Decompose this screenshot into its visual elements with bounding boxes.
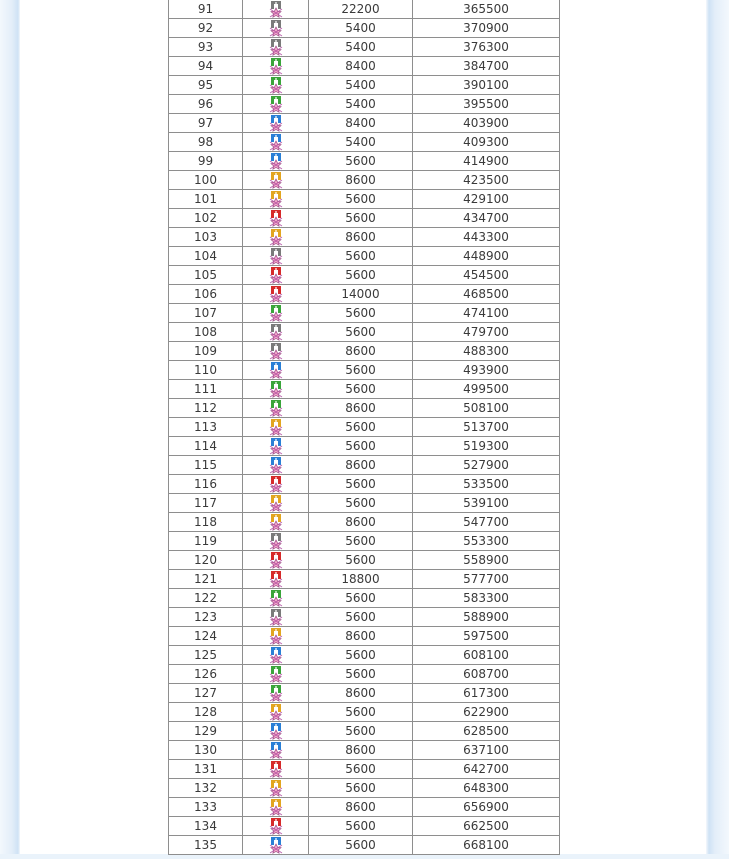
table-row	[169, 551, 560, 570]
total-exp-cell: 479700	[413, 323, 560, 342]
rank-medal-cell	[243, 418, 309, 437]
level-cell: 118	[169, 513, 243, 532]
total-exp-cell: 488300	[413, 342, 560, 361]
level-exp-table	[168, 0, 560, 855]
table-row	[169, 456, 560, 475]
rank-medal-cell	[243, 570, 309, 589]
total-exp-cell: 583300	[413, 589, 560, 608]
total-exp-cell: 384700	[413, 57, 560, 76]
total-exp-cell: 656900	[413, 798, 560, 817]
table-row	[169, 741, 560, 760]
level-cell: 96	[169, 95, 243, 114]
rank-medal-icon	[268, 704, 284, 721]
level-cell: 131	[169, 760, 243, 779]
total-exp-cell: 622900	[413, 703, 560, 722]
table-row	[169, 437, 560, 456]
total-exp-cell: 533500	[413, 475, 560, 494]
rank-medal-icon	[268, 514, 284, 531]
table-row	[169, 380, 560, 399]
rank-medal-icon	[268, 628, 284, 645]
rank-medal-icon	[268, 666, 284, 683]
level-cell: 123	[169, 608, 243, 627]
rank-medal-icon	[268, 115, 284, 132]
exp-cell: 8600	[309, 228, 413, 247]
total-exp-cell: 409300	[413, 133, 560, 152]
table-row	[169, 570, 560, 589]
exp-cell: 5600	[309, 589, 413, 608]
total-exp-cell: 414900	[413, 152, 560, 171]
table-row	[169, 399, 560, 418]
level-cell: 104	[169, 247, 243, 266]
total-exp-cell: 443300	[413, 228, 560, 247]
rank-medal-icon	[268, 267, 284, 284]
level-cell: 112	[169, 399, 243, 418]
total-exp-cell: 508100	[413, 399, 560, 418]
total-exp-cell: 376300	[413, 38, 560, 57]
level-cell: 119	[169, 532, 243, 551]
level-cell: 94	[169, 57, 243, 76]
exp-cell: 5600	[309, 760, 413, 779]
total-exp-cell: 597500	[413, 627, 560, 646]
table-row	[169, 266, 560, 285]
rank-medal-cell	[243, 475, 309, 494]
exp-cell: 5600	[309, 646, 413, 665]
rank-medal-icon	[268, 153, 284, 170]
total-exp-cell: 474100	[413, 304, 560, 323]
exp-cell: 8600	[309, 399, 413, 418]
exp-cell: 5600	[309, 665, 413, 684]
rank-medal-cell	[243, 152, 309, 171]
rank-medal-cell	[243, 380, 309, 399]
rank-medal-cell	[243, 456, 309, 475]
total-exp-cell: 527900	[413, 456, 560, 475]
table-row	[169, 323, 560, 342]
rank-medal-icon	[268, 191, 284, 208]
table-row	[169, 114, 560, 133]
rank-medal-cell	[243, 646, 309, 665]
total-exp-cell: 370900	[413, 19, 560, 38]
rank-medal-icon	[268, 818, 284, 835]
rank-medal-icon	[268, 400, 284, 417]
rank-medal-icon	[268, 457, 284, 474]
exp-cell: 8600	[309, 684, 413, 703]
rank-medal-cell	[243, 779, 309, 798]
table-row	[169, 76, 560, 95]
table-row	[169, 608, 560, 627]
rank-medal-icon	[268, 286, 284, 303]
table-row	[169, 190, 560, 209]
table-row	[169, 817, 560, 836]
table-body	[169, 0, 560, 855]
rank-medal-cell	[243, 285, 309, 304]
table-row	[169, 171, 560, 190]
rank-medal-icon	[268, 609, 284, 626]
exp-cell: 5600	[309, 703, 413, 722]
exp-cell: 5600	[309, 190, 413, 209]
rank-medal-icon	[268, 590, 284, 607]
table-row	[169, 209, 560, 228]
rank-medal-cell	[243, 133, 309, 152]
total-exp-cell: 395500	[413, 95, 560, 114]
table-row	[169, 532, 560, 551]
table-row	[169, 95, 560, 114]
rank-medal-cell	[243, 589, 309, 608]
total-exp-cell: 429100	[413, 190, 560, 209]
rank-medal-icon	[268, 77, 284, 94]
rank-medal-cell	[243, 342, 309, 361]
exp-cell: 5600	[309, 247, 413, 266]
rank-medal-icon	[268, 39, 284, 56]
total-exp-cell: 493900	[413, 361, 560, 380]
level-cell: 105	[169, 266, 243, 285]
level-cell: 91	[169, 0, 243, 19]
exp-cell: 5600	[309, 209, 413, 228]
exp-cell: 5600	[309, 304, 413, 323]
rank-medal-icon	[268, 20, 284, 37]
rank-medal-cell	[243, 95, 309, 114]
total-exp-cell: 668100	[413, 836, 560, 855]
rank-medal-cell	[243, 494, 309, 513]
exp-cell: 5600	[309, 608, 413, 627]
table-row	[169, 0, 560, 19]
level-cell: 111	[169, 380, 243, 399]
total-exp-cell: 403900	[413, 114, 560, 133]
exp-cell: 8600	[309, 513, 413, 532]
rank-medal-cell	[243, 114, 309, 133]
table-row	[169, 722, 560, 741]
rank-medal-icon	[268, 495, 284, 512]
rank-medal-icon	[268, 1, 284, 18]
total-exp-cell: 648300	[413, 779, 560, 798]
level-cell: 100	[169, 171, 243, 190]
rank-medal-cell	[243, 209, 309, 228]
rank-medal-icon	[268, 552, 284, 569]
rank-medal-icon	[268, 419, 284, 436]
exp-cell: 5600	[309, 361, 413, 380]
table-row	[169, 247, 560, 266]
exp-cell: 5600	[309, 779, 413, 798]
table-row	[169, 475, 560, 494]
table-row	[169, 494, 560, 513]
level-cell: 125	[169, 646, 243, 665]
level-cell: 132	[169, 779, 243, 798]
rank-medal-cell	[243, 703, 309, 722]
exp-cell: 5600	[309, 836, 413, 855]
exp-cell: 22200	[309, 0, 413, 19]
total-exp-cell: 519300	[413, 437, 560, 456]
total-exp-cell: 499500	[413, 380, 560, 399]
rank-medal-cell	[243, 817, 309, 836]
total-exp-cell: 553300	[413, 532, 560, 551]
exp-cell: 5600	[309, 380, 413, 399]
level-cell: 107	[169, 304, 243, 323]
table-row	[169, 418, 560, 437]
exp-cell: 8600	[309, 342, 413, 361]
rank-medal-cell	[243, 798, 309, 817]
level-cell: 126	[169, 665, 243, 684]
exp-cell: 5600	[309, 494, 413, 513]
exp-cell: 5600	[309, 437, 413, 456]
table-row	[169, 703, 560, 722]
table-row	[169, 285, 560, 304]
total-exp-cell: 608700	[413, 665, 560, 684]
rank-medal-cell	[243, 228, 309, 247]
exp-cell: 5600	[309, 551, 413, 570]
level-cell: 127	[169, 684, 243, 703]
level-cell: 135	[169, 836, 243, 855]
exp-cell: 5600	[309, 323, 413, 342]
table-row	[169, 513, 560, 532]
level-cell: 133	[169, 798, 243, 817]
level-cell: 114	[169, 437, 243, 456]
rank-medal-cell	[243, 684, 309, 703]
rank-medal-icon	[268, 210, 284, 227]
rank-medal-cell	[243, 665, 309, 684]
total-exp-cell: 617300	[413, 684, 560, 703]
total-exp-cell: 513700	[413, 418, 560, 437]
exp-cell: 5600	[309, 266, 413, 285]
level-cell: 121	[169, 570, 243, 589]
level-cell: 93	[169, 38, 243, 57]
rank-medal-icon	[268, 533, 284, 550]
rank-medal-cell	[243, 399, 309, 418]
table-row	[169, 589, 560, 608]
rank-medal-icon	[268, 248, 284, 265]
rank-medal-icon	[268, 229, 284, 246]
content-panel	[20, 0, 706, 854]
table-row	[169, 836, 560, 855]
rank-medal-icon	[268, 685, 284, 702]
total-exp-cell: 390100	[413, 76, 560, 95]
total-exp-cell: 558900	[413, 551, 560, 570]
rank-medal-cell	[243, 551, 309, 570]
level-cell: 108	[169, 323, 243, 342]
rank-medal-icon	[268, 343, 284, 360]
level-cell: 106	[169, 285, 243, 304]
level-cell: 92	[169, 19, 243, 38]
exp-cell: 5600	[309, 532, 413, 551]
exp-cell: 5600	[309, 817, 413, 836]
rank-medal-icon	[268, 476, 284, 493]
exp-cell: 8600	[309, 798, 413, 817]
exp-cell: 5400	[309, 133, 413, 152]
exp-cell: 8600	[309, 627, 413, 646]
rank-medal-icon	[268, 723, 284, 740]
exp-cell: 18800	[309, 570, 413, 589]
rank-medal-icon	[268, 58, 284, 75]
level-cell: 120	[169, 551, 243, 570]
rank-medal-cell	[243, 513, 309, 532]
rank-medal-cell	[243, 741, 309, 760]
level-cell: 103	[169, 228, 243, 247]
total-exp-cell: 662500	[413, 817, 560, 836]
rank-medal-icon	[268, 837, 284, 854]
exp-cell: 8600	[309, 741, 413, 760]
rank-medal-cell	[243, 247, 309, 266]
rank-medal-icon	[268, 571, 284, 588]
exp-cell: 8600	[309, 456, 413, 475]
rank-medal-icon	[268, 761, 284, 778]
table-row	[169, 152, 560, 171]
level-cell: 117	[169, 494, 243, 513]
level-cell: 130	[169, 741, 243, 760]
total-exp-cell: 577700	[413, 570, 560, 589]
exp-cell: 5400	[309, 76, 413, 95]
level-cell: 113	[169, 418, 243, 437]
level-cell: 115	[169, 456, 243, 475]
rank-medal-cell	[243, 323, 309, 342]
rank-medal-icon	[268, 799, 284, 816]
total-exp-cell: 608100	[413, 646, 560, 665]
level-cell: 124	[169, 627, 243, 646]
table-row	[169, 627, 560, 646]
rank-medal-cell	[243, 361, 309, 380]
total-exp-cell: 448900	[413, 247, 560, 266]
table-row	[169, 133, 560, 152]
rank-medal-cell	[243, 722, 309, 741]
level-cell: 95	[169, 76, 243, 95]
rank-medal-icon	[268, 362, 284, 379]
exp-cell: 5600	[309, 475, 413, 494]
table-row	[169, 342, 560, 361]
rank-medal-icon	[268, 438, 284, 455]
rank-medal-cell	[243, 608, 309, 627]
total-exp-cell: 468500	[413, 285, 560, 304]
exp-cell: 5400	[309, 19, 413, 38]
table-row	[169, 798, 560, 817]
rank-medal-cell	[243, 836, 309, 855]
level-cell: 97	[169, 114, 243, 133]
table-row	[169, 57, 560, 76]
level-cell: 122	[169, 589, 243, 608]
exp-cell: 8400	[309, 114, 413, 133]
rank-medal-cell	[243, 0, 309, 19]
total-exp-cell: 423500	[413, 171, 560, 190]
table-row	[169, 760, 560, 779]
table-row	[169, 779, 560, 798]
level-cell: 101	[169, 190, 243, 209]
table-row	[169, 361, 560, 380]
rank-medal-icon	[268, 647, 284, 664]
rank-medal-icon	[268, 742, 284, 759]
table-row	[169, 665, 560, 684]
rank-medal-icon	[268, 780, 284, 797]
level-cell: 110	[169, 361, 243, 380]
level-cell: 129	[169, 722, 243, 741]
total-exp-cell: 547700	[413, 513, 560, 532]
rank-medal-cell	[243, 38, 309, 57]
total-exp-cell: 642700	[413, 760, 560, 779]
rank-medal-cell	[243, 57, 309, 76]
rank-medal-icon	[268, 324, 284, 341]
exp-cell: 8600	[309, 171, 413, 190]
right-frame-border	[706, 0, 729, 854]
rank-medal-cell	[243, 19, 309, 38]
table-row	[169, 19, 560, 38]
level-cell: 102	[169, 209, 243, 228]
total-exp-cell: 365500	[413, 0, 560, 19]
exp-cell: 5600	[309, 418, 413, 437]
level-cell: 99	[169, 152, 243, 171]
rank-medal-icon	[268, 381, 284, 398]
left-frame-border	[0, 0, 20, 854]
table-row	[169, 38, 560, 57]
exp-cell: 5400	[309, 95, 413, 114]
total-exp-cell: 454500	[413, 266, 560, 285]
total-exp-cell: 637100	[413, 741, 560, 760]
level-cell: 134	[169, 817, 243, 836]
total-exp-cell: 628500	[413, 722, 560, 741]
table-row	[169, 228, 560, 247]
exp-cell: 8400	[309, 57, 413, 76]
exp-cell: 5600	[309, 152, 413, 171]
table-row	[169, 684, 560, 703]
rank-medal-icon	[268, 172, 284, 189]
total-exp-cell: 588900	[413, 608, 560, 627]
level-cell: 109	[169, 342, 243, 361]
rank-medal-cell	[243, 190, 309, 209]
exp-cell: 5400	[309, 38, 413, 57]
exp-cell: 5600	[309, 722, 413, 741]
table-row	[169, 646, 560, 665]
rank-medal-cell	[243, 437, 309, 456]
level-cell: 128	[169, 703, 243, 722]
table-row	[169, 304, 560, 323]
rank-medal-cell	[243, 171, 309, 190]
level-cell: 116	[169, 475, 243, 494]
total-exp-cell: 434700	[413, 209, 560, 228]
rank-medal-icon	[268, 134, 284, 151]
rank-medal-icon	[268, 305, 284, 322]
level-cell: 98	[169, 133, 243, 152]
rank-medal-cell	[243, 627, 309, 646]
total-exp-cell: 539100	[413, 494, 560, 513]
rank-medal-cell	[243, 760, 309, 779]
rank-medal-icon	[268, 96, 284, 113]
rank-medal-cell	[243, 266, 309, 285]
rank-medal-cell	[243, 532, 309, 551]
rank-medal-cell	[243, 76, 309, 95]
exp-cell: 14000	[309, 285, 413, 304]
rank-medal-cell	[243, 304, 309, 323]
